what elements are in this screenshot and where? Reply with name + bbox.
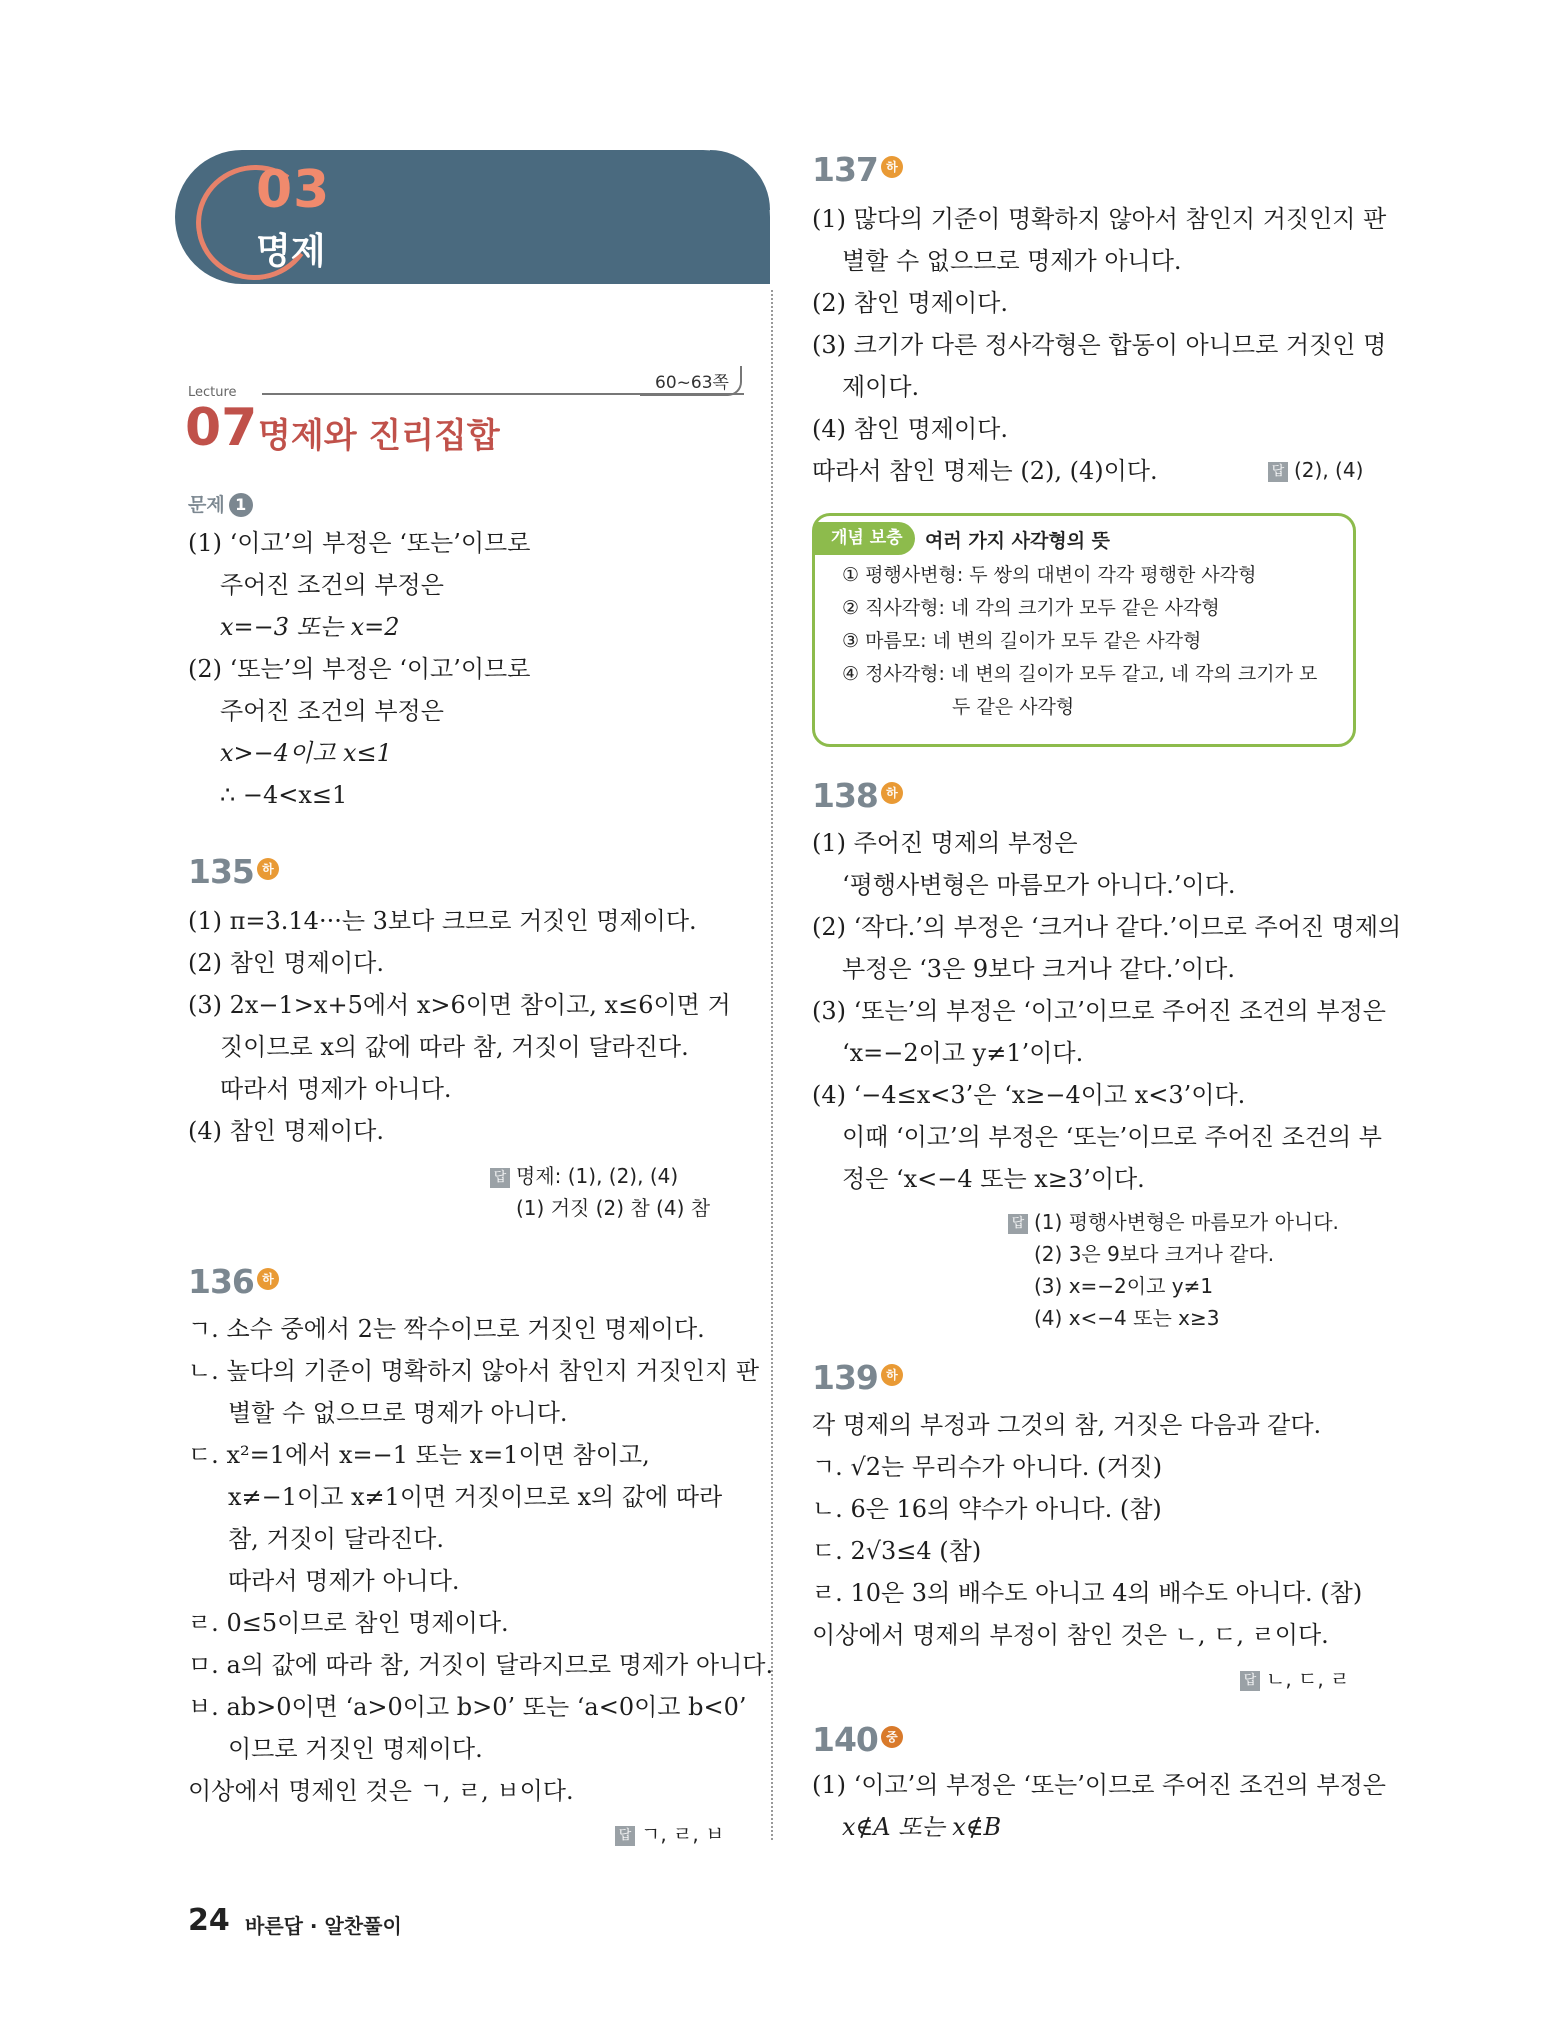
problem-number: 140 — [812, 1720, 878, 1759]
answer-text: (2), (4) — [1294, 458, 1364, 482]
munje-1-line: x=−3 또는 x=2 — [220, 613, 400, 641]
problem-137-line: (4) 참인 명제이다. — [812, 415, 1008, 443]
problem-139-line: ㄴ. 6은 16의 약수가 아니다. (참) — [812, 1495, 1162, 1523]
problem-138-line: 정은 ‘x<−4 또는 x≥3’이다. — [842, 1165, 1145, 1193]
footer-title: 바른답 · 알찬풀이 — [245, 1914, 402, 1938]
lecture-label: Lecture — [188, 385, 237, 400]
problem-138-line: (3) ‘또는’의 부정은 ‘이고’이므로 주어진 조건의 부정은 — [812, 997, 1386, 1025]
answer-mark: 답 — [490, 1168, 510, 1188]
answer-mark: 답 — [615, 1826, 635, 1846]
problem-139-line: ㄹ. 10은 3의 배수도 아니고 4의 배수도 아니다. (참) — [812, 1579, 1363, 1607]
problem-137-header — [812, 150, 903, 189]
problem-136-line: x≠−1이고 x≠1이면 거짓이므로 x의 값에 따라 — [228, 1483, 723, 1511]
concept-title: 여러 가지 사각형의 뜻 — [925, 530, 1111, 552]
problem-135-line: (3) 2x−1>x+5에서 x>6이면 참이고, x≤6이면 거 — [188, 991, 731, 1019]
answer-mark: 답 — [1268, 462, 1288, 482]
answer-text: (1) 평행사변형은 마름모가 아니다. — [1034, 1210, 1339, 1234]
problem-number: 139 — [812, 1358, 878, 1397]
problem-135-line: 따라서 명제가 아니다. — [220, 1075, 452, 1103]
answer-text: ㄴ, ㄷ, ㄹ — [1266, 1667, 1350, 1691]
munje-1-line: 주어진 조건의 부정은 — [220, 571, 444, 599]
munje-1-line: ∴ −4<x≤1 — [220, 781, 348, 809]
concept-item: ③ 마름모: 네 변의 길이가 모두 같은 사각형 — [842, 630, 1202, 652]
concept-item: 두 같은 사각형 — [952, 696, 1075, 718]
problem-137-line: 제이다. — [842, 373, 920, 401]
problem-136-line: ㄱ. 소수 중에서 2는 짝수이므로 거짓인 명제이다. — [188, 1315, 705, 1343]
problem-136-line: ㄷ. x²=1에서 x=−1 또는 x=1이면 참이고, — [188, 1441, 650, 1469]
page-number: 24 — [188, 1903, 230, 1938]
problem-138-answer — [1008, 1206, 1339, 1235]
problem-139-header — [812, 1358, 903, 1397]
problem-137-line: 별할 수 없으므로 명제가 아니다. — [842, 247, 1182, 275]
problem-136-line: ㄴ. 높다의 기준이 명확하지 않아서 참인지 거짓인지 판 — [188, 1357, 760, 1385]
problem-135-answer-detail: (1) 거짓 (2) 참 (4) 참 — [516, 1196, 711, 1220]
answer-mark: 답 — [1008, 1214, 1028, 1234]
munje-number-badge: 1 — [229, 493, 253, 517]
problem-140-header — [812, 1720, 903, 1759]
difficulty-badge: 하 — [257, 858, 279, 880]
problem-135-line: (4) 참인 명제이다. — [188, 1117, 384, 1145]
problem-135-header — [188, 852, 279, 891]
problem-138-line: (1) 주어진 명제의 부정은 — [812, 829, 1078, 857]
problem-137-answer — [1268, 458, 1363, 482]
problem-136-line: 따라서 명제가 아니다. — [228, 1567, 460, 1595]
difficulty-badge: 하 — [881, 782, 903, 804]
problem-136-line: 참, 거짓이 달라진다. — [228, 1525, 444, 1553]
problem-136-header — [188, 1262, 279, 1301]
problem-136-line: 이므로 거짓인 명제이다. — [228, 1735, 483, 1763]
problem-136-line: ㅂ. ab>0이면 ‘a>0이고 b>0’ 또는 ‘a<0이고 b<0’ — [188, 1693, 747, 1721]
concept-item: ① 평행사변형: 두 쌍의 대변이 각각 평행한 사각형 — [842, 564, 1257, 586]
problem-138-line: ‘x=−2이고 y≠1’이다. — [842, 1039, 1084, 1067]
lecture-number: 07 — [185, 398, 258, 458]
concept-item: ④ 정사각형: 네 변의 길이가 모두 같고, 네 각의 크기가 모 — [842, 663, 1318, 685]
problem-139-line: 이상에서 명제의 부정이 참인 것은 ㄴ, ㄷ, ㄹ이다. — [812, 1621, 1329, 1649]
munje-1-header — [188, 490, 253, 517]
difficulty-badge: 하 — [881, 156, 903, 178]
answer-mark: 답 — [1240, 1671, 1260, 1691]
problem-135-answer — [490, 1160, 678, 1189]
problem-138-line: (2) ‘작다.’의 부정은 ‘크거나 같다.’이므로 주어진 명제의 — [812, 913, 1402, 941]
munje-1-line: (1) ‘이고’의 부정은 ‘또는’이므로 — [188, 529, 531, 557]
problem-138-line: ‘평행사변형은 마름모가 아니다.’이다. — [842, 871, 1236, 899]
problem-135-line: 짓이므로 x의 값에 따라 참, 거짓이 달라진다. — [220, 1033, 689, 1061]
munje-1-line: x>−4이고 x≤1 — [220, 739, 392, 767]
problem-136-line: ㅁ. a의 값에 따라 참, 거짓이 달라지므로 명제가 아니다. — [188, 1651, 774, 1679]
difficulty-badge: 중 — [881, 1726, 903, 1748]
chapter-title: 명제 — [256, 231, 326, 272]
problem-137-line: (2) 참인 명제이다. — [812, 289, 1008, 317]
problem-number: 138 — [812, 776, 878, 815]
problem-135-line: (1) π=3.14···는 3보다 크므로 거짓인 명제이다. — [188, 907, 697, 935]
problem-138-answer-line: (3) x=−2이고 y≠1 — [1034, 1274, 1214, 1298]
problem-140-line: (1) ‘이고’의 부정은 ‘또는’이므로 주어진 조건의 부정은 — [812, 1771, 1386, 1799]
problem-137-line: (3) 크기가 다른 정사각형은 합동이 아니므로 거짓인 명 — [812, 331, 1387, 359]
lecture-title: 명제와 진리집합 — [258, 416, 500, 456]
difficulty-badge: 하 — [881, 1364, 903, 1386]
problem-136-line: ㄹ. 0≤5이므로 참인 명제이다. — [188, 1609, 509, 1637]
problem-number: 136 — [188, 1262, 254, 1301]
problem-138-header — [812, 776, 903, 815]
problem-number: 135 — [188, 852, 254, 891]
problem-138-answer-line: (4) x<−4 또는 x≥3 — [1034, 1306, 1220, 1330]
problem-139-line: ㄱ. √2는 무리수가 아니다. (거짓) — [812, 1453, 1163, 1481]
problem-140-line: x∉A 또는 x∉B — [842, 1813, 1002, 1841]
problem-137-line: 따라서 참인 명제는 (2), (4)이다. — [812, 457, 1158, 485]
problem-136-line: 이상에서 명제인 것은 ㄱ, ㄹ, ㅂ이다. — [188, 1777, 574, 1805]
problem-135-line: (2) 참인 명제이다. — [188, 949, 384, 977]
munje-1-line: 주어진 조건의 부정은 — [220, 697, 444, 725]
difficulty-badge: 하 — [257, 1268, 279, 1290]
answer-text: 명제: (1), (2), (4) — [516, 1164, 679, 1188]
chapter-number: 03 — [256, 160, 331, 220]
problem-136-answer — [615, 1818, 724, 1847]
problem-number: 137 — [812, 150, 878, 189]
problem-137-line: (1) 많다의 기준이 명확하지 않아서 참인지 거짓인지 판 — [812, 205, 1387, 233]
concept-item: ② 직사각형: 네 각의 크기가 모두 같은 사각형 — [842, 597, 1220, 619]
problem-139-answer — [1240, 1663, 1349, 1692]
problem-138-answer-line: (2) 3은 9보다 크거나 같다. — [1034, 1242, 1275, 1266]
concept-tag: 개념 보충 — [815, 522, 915, 555]
lecture-pages: 60~63쪽 — [655, 373, 729, 393]
problem-139-line: 각 명제의 부정과 그것의 참, 거짓은 다음과 같다. — [812, 1411, 1322, 1439]
problem-138-line: 부정은 ‘3은 9보다 크거나 같다.’이다. — [842, 955, 1235, 983]
munje-label: 문제 — [188, 494, 225, 516]
munje-1-line: (2) ‘또는’의 부정은 ‘이고’이므로 — [188, 655, 531, 683]
column-divider — [771, 290, 773, 1840]
problem-136-line: 별할 수 없으므로 명제가 아니다. — [228, 1399, 568, 1427]
problem-139-line: ㄷ. 2√3≤4 (참) — [812, 1537, 982, 1565]
answer-text: ㄱ, ㄹ, ㅂ — [641, 1822, 725, 1846]
problem-138-line: 이때 ‘이고’의 부정은 ‘또는’이므로 주어진 조건의 부 — [842, 1123, 1382, 1151]
problem-138-line: (4) ‘−4≤x<3’은 ‘x≥−4이고 x<3’이다. — [812, 1081, 1246, 1109]
